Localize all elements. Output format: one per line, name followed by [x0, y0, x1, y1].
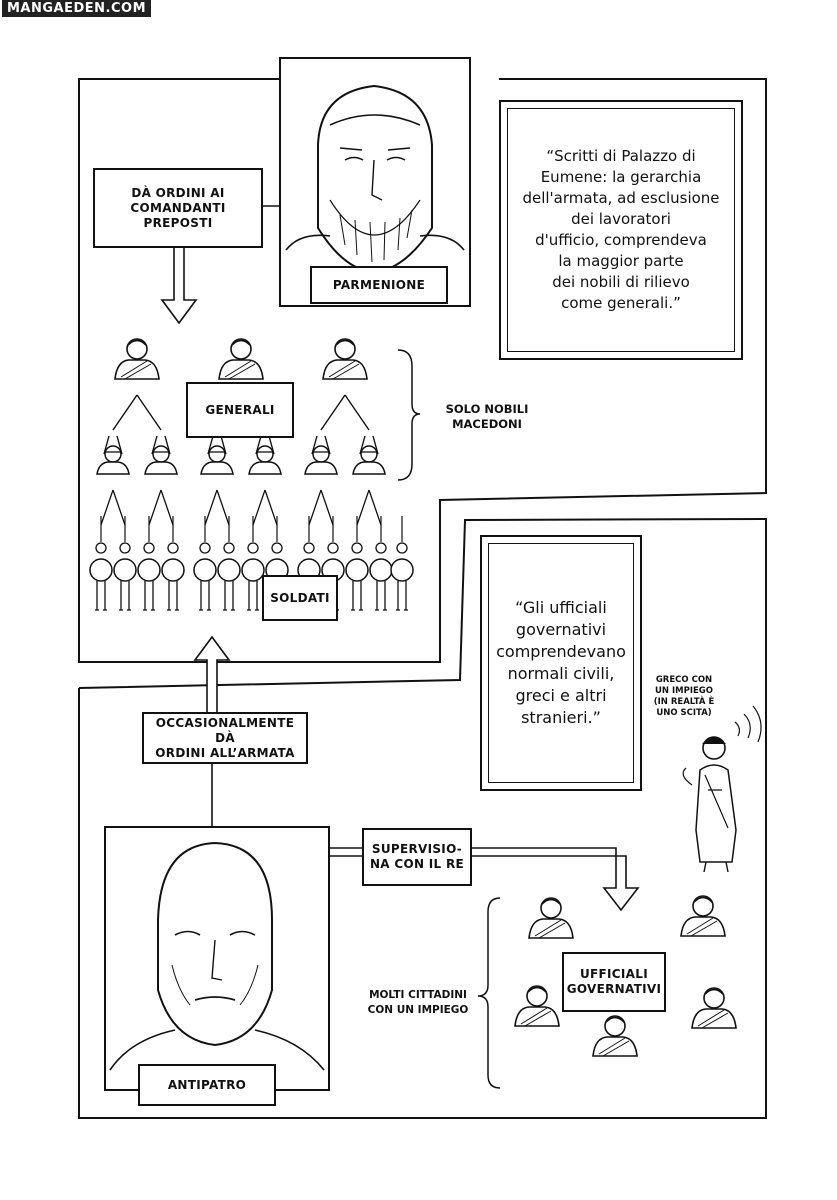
top-quote-text: “Scritti di Palazzo di Eumene: la gerarchia dell'armata, ad esclusione dei lavoratori d'ufficio, comprendeva la maggior parte dei nobili di rilievo come generali.” [522, 147, 720, 312]
nobles-label: SOLO NOBILI MACEDONI [445, 402, 529, 431]
bottom-quote-text: “Gli ufficiali governativi comprendevano normali civili, greci e altri stranieri.” [496, 598, 626, 727]
antipatro-name-label: ANTIPATRO [138, 1064, 276, 1106]
occasional-orders-label: OCCASIONALMENTE DÀ ORDINI ALL’ARMATA [142, 712, 308, 764]
greek-figure [683, 706, 761, 872]
bottom-quote-box [480, 535, 642, 791]
top-quote-box [499, 100, 743, 360]
supervises-label: SUPERVISIO- NA CON IL RE [362, 828, 472, 886]
watermark: MANGAEDEN.COM [2, 0, 151, 17]
officials-label: UFFICIALI GOVERNATIVI [562, 952, 666, 1012]
order-label: DÀ ORDINI AI COMANDANTI PREPOSTI [93, 168, 263, 248]
generals-label: GENERALI [186, 382, 294, 438]
antipatro-portrait [105, 827, 329, 1090]
soldiers-label: SOLDATI [262, 575, 338, 621]
greek-label: GRECO CON UN IMPIEGO (IN REALTÀ È UNO SCITA) [653, 675, 715, 718]
parmenione-name-label: PARMENIONE [310, 266, 448, 304]
citizens-label: MOLTI CITTADINI CON UN IMPIEGO [367, 989, 469, 1016]
